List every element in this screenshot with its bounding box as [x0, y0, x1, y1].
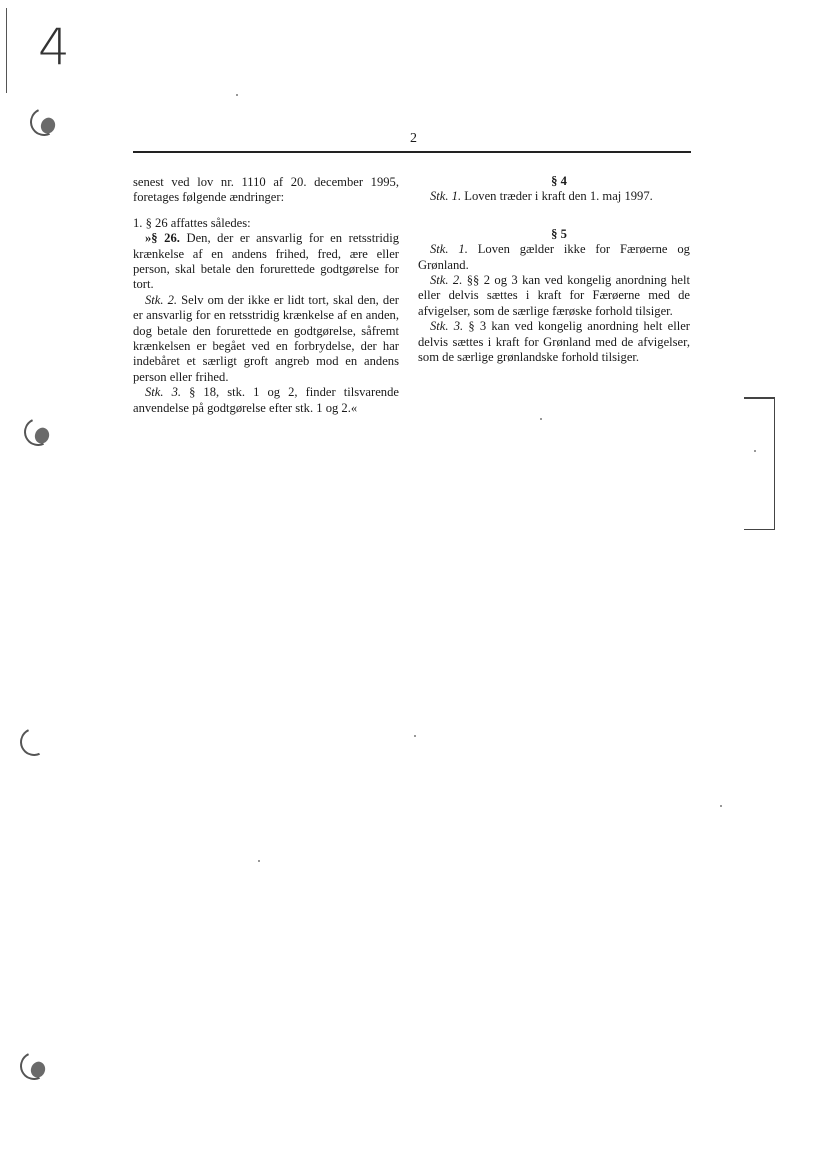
section-5-stk3-text: § 3 kan ved kongelig anordning helt eller delvis sættes i kraft for Grønland med de afvigelser, som de særlige grønlandske forhold tilsiger. [418, 319, 690, 365]
section-5-stk2-text: §§ 2 og 3 kan ved kongelig anordning helt eller delvis sættes i kraft for Færøerne med de afvigelser, som de særlige færøske forhold tilsiger. [418, 273, 690, 318]
margin-bracket-mark [744, 397, 775, 530]
handwritten-margin-note: 4 [38, 18, 70, 76]
section-5-stk2-label: Stk. 2. [430, 273, 463, 288]
left-column [133, 175, 399, 416]
section-5-stk1-label: Stk. 1. [430, 242, 468, 257]
right-column [418, 174, 690, 365]
stk3-label: Stk. 3. [145, 385, 182, 400]
intro-text: senest ved lov nr. 1110 af 20. december 1995, foretages følgende ændringer: [133, 175, 399, 205]
section-26-label: »§ 26. [145, 231, 180, 246]
section-4-stk1-text: Loven træder i kraft den 1. maj 1997. [461, 189, 653, 204]
stk3-paragraph [133, 385, 399, 416]
section-4-heading: § 4 [551, 174, 567, 188]
scan-speck [720, 805, 722, 807]
scan-speck [754, 450, 756, 452]
section-4-stk1-label: Stk. 1. [430, 189, 462, 204]
punch-hole-icon [16, 724, 52, 760]
page-number: 2 [410, 131, 417, 146]
section-5-stk3-paragraph [418, 319, 690, 365]
header-rule [133, 151, 691, 153]
stk2-text: Selv om der ikke er lidt tort, skal den, der er ansvarlig for en retsstridig krænkelse af en anden, dog betale den forurettede en godtgørelse, såfremt krænkelsen er begået ved en forbrydelse, der har indebåret et særligt groft angreb mod en andens person eller frihed. [133, 292, 399, 384]
scan-speck [414, 735, 416, 737]
punch-hole-icon [16, 1048, 52, 1084]
scan-speck [236, 94, 238, 96]
amendment-item-1 [133, 216, 399, 231]
section-5-stk1-text: Loven gælder ikke for Færøerne og Grønland. [418, 242, 690, 272]
section-5-stk2-paragraph [418, 273, 690, 319]
margin-line [6, 8, 7, 93]
section-5-heading: § 5 [551, 226, 567, 241]
section-5-stk3-label: Stk. 3. [430, 319, 464, 334]
stk2-label: Stk. 2. [145, 292, 178, 307]
scan-speck [540, 418, 542, 420]
stk2-paragraph [133, 293, 399, 385]
scan-speck [258, 860, 260, 862]
section-5-stk1-paragraph [418, 242, 690, 273]
amendment-item-1-text: 1. § 26 affattes således: [133, 215, 251, 230]
stk3-text: § 18, stk. 1 og 2, finder tilsvarende anvendelse på godtgørelse efter stk. 1 og 2.« [133, 385, 399, 415]
section-4-stk1-paragraph [418, 189, 690, 204]
section-26-paragraph [133, 231, 399, 293]
section-26-text: Den, der er ansvarlig for en retsstridig krænkelse af en andens frihed, fred, ære eller person, skal betale den forurettede godtgørelse for tort. [133, 231, 399, 292]
punch-hole-icon [20, 414, 56, 450]
